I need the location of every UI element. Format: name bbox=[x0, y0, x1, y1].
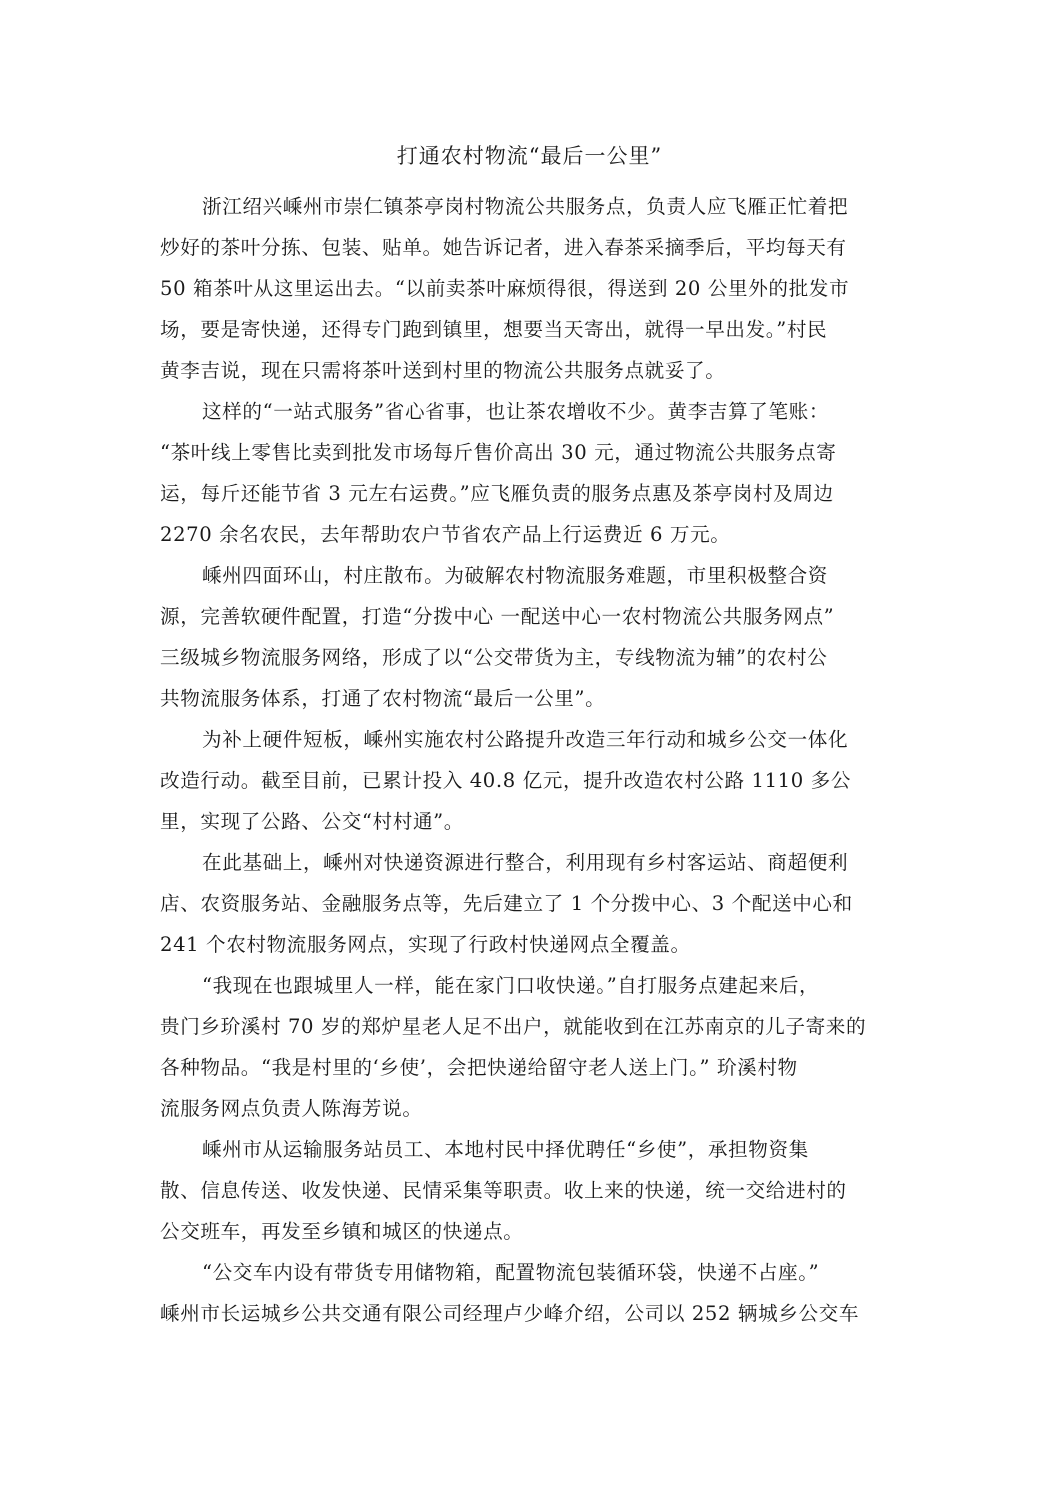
text-line: 源，完善软硬件配置，打造“分拨中心 一配送中心一农村物流公共服务网点” bbox=[160, 605, 835, 628]
text-line: 嵊州市从运输服务站员工、本地村民中择优聘任“乡使”，承担物资集 bbox=[202, 1138, 809, 1161]
text-line: 改造行动。截至目前，已累计投入 40.8 亿元，提升改造农村公路 1110 多公 bbox=[160, 769, 852, 792]
text-line: 各种物品。“我是村里的‘乡使’，会把快递给留守老人送上门。” 玠溪村物 bbox=[160, 1056, 798, 1079]
text-line: 场，要是寄快递，还得专门跑到镇里，想要当天寄出，就得一早出发。”村民 bbox=[160, 318, 828, 341]
text-line: 为补上硬件短板，嵊州实施农村公路提升改造三年行动和城乡公交一体化 bbox=[202, 728, 849, 751]
document-body bbox=[160, 186, 900, 1334]
text-line: 店、农资服务站、金融服务点等，先后建立了 1 个分拨中心、3 个配送中心和 bbox=[160, 892, 853, 915]
text-line: 公交班车，再发至乡镇和城区的快递点。 bbox=[160, 1220, 524, 1243]
text-line: 黄李吉说，现在只需将茶叶送到村里的物流公共服务点就妥了。 bbox=[160, 359, 726, 382]
text-line: 在此基础上，嵊州对快递资源进行整合，利用现有乡村客运站、商超便利 bbox=[202, 851, 849, 874]
text-line: 贵门乡玠溪村 70 岁的郑炉星老人足不出户，就能收到在江苏南京的儿子寄来的 bbox=[160, 1015, 867, 1038]
text-line: 共物流服务体系，打通了农村物流“最后一公里”。 bbox=[160, 687, 606, 710]
text-line: 浙江绍兴嵊州市崇仁镇茶亭岗村物流公共服务点，负责人应飞雁正忙着把 bbox=[202, 195, 849, 218]
text-line: 炒好的茶叶分拣、包装、贴单。她告诉记者，进入春茶采摘季后，平均每天有 bbox=[160, 236, 847, 259]
text-line: “公交车内设有带货专用储物箱，配置物流包装循环袋，快递不占座。” bbox=[202, 1261, 820, 1284]
text-line: 里，实现了公路、公交“村村通”。 bbox=[160, 810, 464, 833]
text-line: “我现在也跟城里人一样，能在家门口收快递。”自打服务点建起来后， bbox=[202, 974, 820, 997]
text-line: 2270 余名农民，去年帮助农户节省农产品上行运费近 6 万元。 bbox=[160, 523, 731, 546]
text-line: 嵊州市长运城乡公共交通有限公司经理卢少峰介绍，公司以 252 辆城乡公交车 bbox=[160, 1302, 860, 1325]
document-title: 打通农村物流“最后一公里” bbox=[396, 144, 663, 168]
text-line: 嵊州四面环山，村庄散布。为破解农村物流服务难题，市里积极整合资 bbox=[202, 564, 829, 587]
text-line: 流服务网点负责人陈海芳说。 bbox=[160, 1097, 423, 1120]
text-line: “茶叶线上零售比卖到批发市场每斤售价高出 30 元，通过物流公共服务点寄 bbox=[160, 441, 837, 464]
text-line: 散、信息传送、收发快递、民情采集等职责。收上来的快递，统一交给进村的 bbox=[160, 1179, 847, 1202]
text-line: 50 箱茶叶从这里运出去。“以前卖茶叶麻烦得很，得送到 20 公里外的批发市 bbox=[160, 277, 850, 300]
text-line: 这样的“一站式服务”省心省事，也让茶农增收不少。黄李吉算了笔账： bbox=[202, 400, 830, 423]
text-line: 241 个农村物流服务网点，实现了行政村快递网点全覆盖。 bbox=[160, 933, 691, 956]
text-line: 运，每斤还能节省 3 元左右运费。”应飞雁负责的服务点惠及茶亭岗村及周边 bbox=[160, 482, 834, 505]
text-line: 三级城乡物流服务网络，形成了以“公交带货为主，专线物流为辅”的农村公 bbox=[160, 646, 828, 669]
